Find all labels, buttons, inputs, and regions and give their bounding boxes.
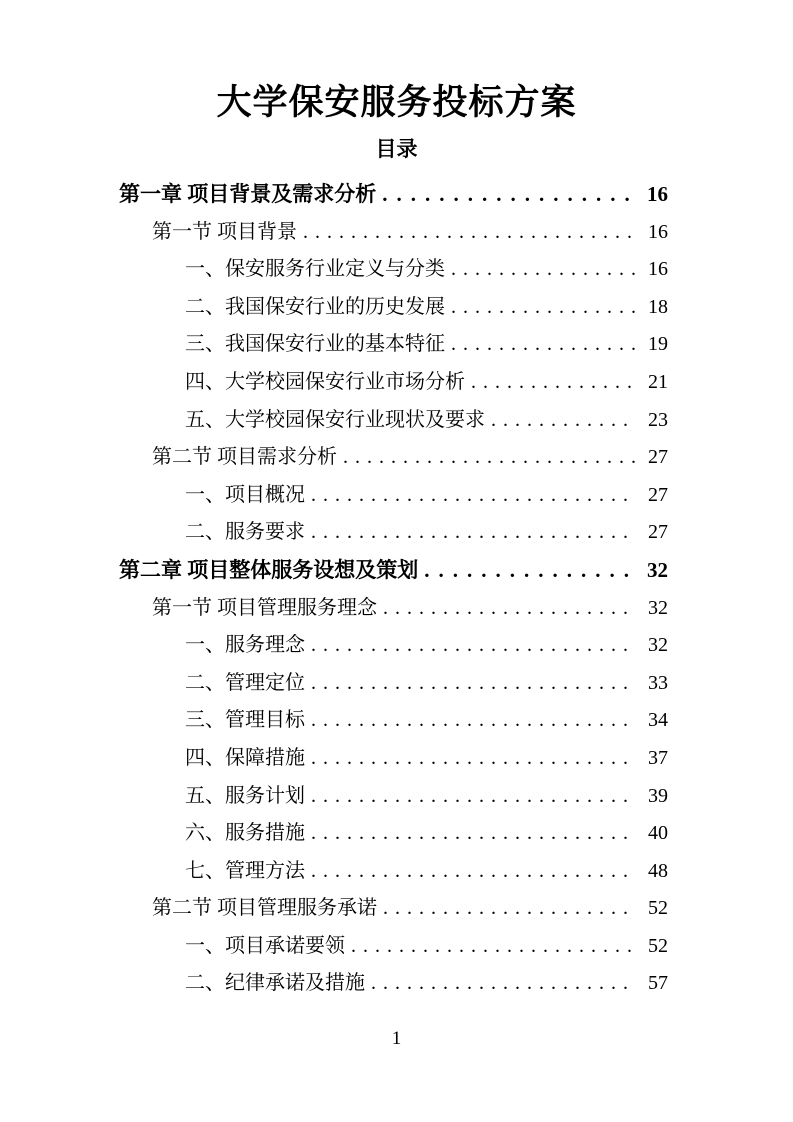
toc-entry-item[interactable] [119, 402, 668, 440]
toc-entry-item[interactable] [119, 815, 668, 853]
toc-dot-leader [311, 627, 636, 665]
toc-entry-label: 第二节 项目管理服务承诺 [152, 897, 377, 920]
toc-entry-item[interactable] [119, 251, 668, 289]
toc-entry-label: 四、大学校园保安行业市场分析 [185, 370, 465, 393]
toc-entry-item[interactable] [119, 289, 668, 327]
toc-entry-label: 第二章 项目整体服务设想及策划 [119, 557, 419, 582]
toc-dot-leader [303, 214, 636, 252]
toc-entry-page-number: 19 [648, 333, 668, 356]
toc-dot-leader [311, 740, 636, 778]
toc-entry-label: 三、管理目标 [185, 709, 305, 732]
toc-entry-page-number: 16 [647, 182, 668, 206]
toc-dot-leader [383, 590, 636, 628]
toc-entry-page-number: 34 [648, 709, 668, 732]
toc-entry-page-number: 52 [648, 934, 668, 957]
toc-entry-label: 第一节 项目管理服务理念 [152, 596, 377, 619]
toc-entry-chapter[interactable] [119, 176, 668, 214]
toc-entry-page-number: 40 [648, 822, 668, 845]
toc-entry-section[interactable] [119, 590, 668, 628]
toc-entry-page-number: 32 [647, 557, 668, 582]
toc-entry-page-number: 48 [648, 859, 668, 882]
toc-entry-label: 二、管理定位 [185, 671, 305, 694]
toc-entry-label: 一、保安服务行业定义与分类 [185, 258, 445, 281]
toc-entry-label: 一、项目承诺要领 [185, 934, 345, 957]
toc-entry-item[interactable] [119, 702, 668, 740]
toc-entry-item[interactable] [119, 665, 668, 703]
toc-entry-label: 七、管理方法 [185, 859, 305, 882]
toc-entry-page-number: 21 [648, 370, 668, 393]
toc-dot-leader [491, 402, 636, 440]
toc-dot-leader [311, 853, 636, 891]
toc-dot-leader [311, 514, 636, 552]
toc-dot-leader [311, 702, 636, 740]
toc-entry-page-number: 37 [648, 746, 668, 769]
toc-dot-leader [383, 890, 636, 928]
toc-entry-item[interactable] [119, 514, 668, 552]
toc-entry-page-number: 39 [648, 784, 668, 807]
toc-entry-item[interactable] [119, 364, 668, 402]
toc-entry-section[interactable] [119, 439, 668, 477]
toc-entry-label: 五、服务计划 [185, 784, 305, 807]
toc-entry-label: 六、服务措施 [185, 822, 305, 845]
toc-entry-item[interactable] [119, 627, 668, 665]
toc-entry-label: 一、服务理念 [185, 634, 305, 657]
toc-entry-label: 五、大学校园保安行业现状及要求 [185, 408, 485, 431]
toc-entry-page-number: 16 [648, 258, 668, 281]
toc-entry-page-number: 27 [648, 446, 668, 469]
toc-dot-leader [451, 251, 636, 289]
toc-entry-item[interactable] [119, 477, 668, 515]
toc-entry-item[interactable] [119, 740, 668, 778]
toc-dot-leader [371, 965, 636, 1003]
toc-entry-page-number: 57 [648, 972, 668, 995]
toc-entry-label: 四、保障措施 [185, 746, 305, 769]
toc-entry-label: 一、项目概况 [185, 483, 305, 506]
footer-page-number: 1 [391, 1028, 402, 1049]
toc-entry-item[interactable] [119, 778, 668, 816]
toc-entry-page-number: 23 [648, 408, 668, 431]
toc-dot-leader [343, 439, 636, 477]
toc-entry-page-number: 27 [648, 521, 668, 544]
toc-dot-leader [351, 928, 636, 966]
toc-entry-item[interactable] [119, 326, 668, 364]
toc-entry-item[interactable] [119, 965, 668, 1003]
table-of-contents [119, 176, 668, 1003]
toc-entry-page-number: 18 [648, 295, 668, 318]
toc-dot-leader [311, 665, 636, 703]
document-title: 大学保安服务投标方案 [216, 83, 577, 122]
toc-entry-label: 第一章 项目背景及需求分析 [119, 182, 377, 206]
toc-entry-label: 二、服务要求 [185, 521, 305, 544]
toc-dot-leader [311, 815, 636, 853]
toc-dot-leader [311, 477, 636, 515]
toc-dot-leader [382, 176, 636, 214]
toc-entry-page-number: 27 [648, 483, 668, 506]
toc-entry-chapter[interactable] [119, 552, 668, 590]
toc-entry-label: 二、纪律承诺及措施 [185, 972, 365, 995]
toc-entry-page-number: 33 [648, 671, 668, 694]
toc-entry-section[interactable] [119, 890, 668, 928]
toc-entry-page-number: 16 [648, 220, 668, 243]
toc-entry-page-number: 32 [648, 596, 668, 619]
toc-dot-leader [471, 364, 636, 402]
toc-entry-section[interactable] [119, 214, 668, 252]
toc-entry-label: 第一节 项目背景 [152, 220, 297, 243]
toc-dot-leader [451, 326, 636, 364]
toc-entry-page-number: 32 [648, 634, 668, 657]
toc-entry-label: 三、我国保安行业的基本特征 [185, 333, 445, 356]
toc-dot-leader [451, 289, 636, 327]
toc-entry-label: 第二节 项目需求分析 [152, 446, 337, 469]
toc-dot-leader [424, 552, 636, 590]
toc-dot-leader [311, 778, 636, 816]
toc-entry-page-number: 52 [648, 897, 668, 920]
toc-heading: 目录 [375, 137, 418, 161]
toc-entry-item[interactable] [119, 928, 668, 966]
toc-entry-item[interactable] [119, 853, 668, 891]
toc-entry-label: 二、我国保安行业的历史发展 [185, 295, 445, 318]
